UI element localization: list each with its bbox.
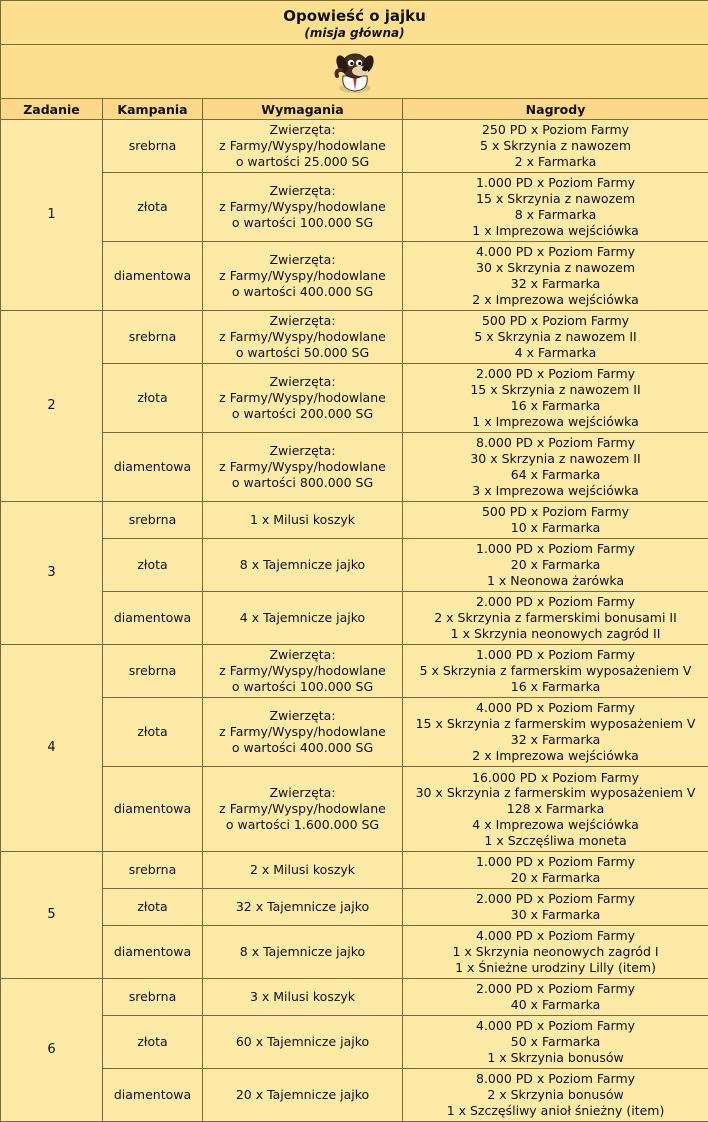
reward-line: 30 x Skrzynia z farmerskim wyposażeniem V bbox=[405, 785, 706, 801]
requirements-cell bbox=[203, 539, 403, 592]
reward-line: 2.000 PD x Poziom Farmy bbox=[405, 366, 706, 382]
task-number: 1 bbox=[1, 120, 103, 311]
requirement-line: Zwierzęta: bbox=[205, 708, 400, 724]
reward-line: 30 x Skrzynia z nawozem II bbox=[405, 451, 706, 467]
campaign-cell: diamentowa bbox=[103, 767, 203, 852]
reward-line: 2.000 PD x Poziom Farmy bbox=[405, 981, 706, 997]
requirements-cell bbox=[203, 1069, 403, 1122]
table-row bbox=[1, 1069, 708, 1122]
reward-line: 2 x Imprezowa wejściówka bbox=[405, 292, 706, 308]
table-row bbox=[1, 364, 708, 433]
campaign-cell: diamentowa bbox=[103, 592, 203, 645]
table-row bbox=[1, 889, 708, 926]
reward-line: 1 x Szczęśliwy anioł śnieżny (item) bbox=[405, 1103, 706, 1119]
campaign-cell: złota bbox=[103, 698, 203, 767]
reward-line: 2 x Farmarka bbox=[405, 154, 706, 170]
reward-line: 8 x Farmarka bbox=[405, 207, 706, 223]
requirement-line: z Farmy/Wyspy/hodowlane bbox=[205, 138, 400, 154]
dog-mascot-icon bbox=[329, 46, 381, 98]
requirements-cell bbox=[203, 979, 403, 1016]
reward-line: 4.000 PD x Poziom Farmy bbox=[405, 1018, 706, 1034]
rewards-cell bbox=[403, 433, 708, 502]
requirement-line: 4 x Tajemnicze jajko bbox=[205, 610, 400, 626]
reward-line: 5 x Skrzynia z nawozem II bbox=[405, 329, 706, 345]
rewards-cell bbox=[403, 502, 708, 539]
campaign-cell: srebrna bbox=[103, 979, 203, 1016]
rewards-cell bbox=[403, 1069, 708, 1122]
requirement-line: o wartości 50.000 SG bbox=[205, 345, 400, 361]
reward-line: 2.000 PD x Poziom Farmy bbox=[405, 594, 706, 610]
requirement-line: z Farmy/Wyspy/hodowlane bbox=[205, 268, 400, 284]
table-row bbox=[1, 242, 708, 311]
requirement-line: z Farmy/Wyspy/hodowlane bbox=[205, 199, 400, 215]
reward-line: 2 x Skrzynia z farmerskimi bonusami II bbox=[405, 610, 706, 626]
requirements-cell bbox=[203, 173, 403, 242]
requirement-line: z Farmy/Wyspy/hodowlane bbox=[205, 801, 400, 817]
task-number: 2 bbox=[1, 311, 103, 502]
reward-line: 15 x Skrzynia z nawozem bbox=[405, 191, 706, 207]
requirement-line: 60 x Tajemnicze jajko bbox=[205, 1034, 400, 1050]
table-row bbox=[1, 767, 708, 852]
rewards-cell bbox=[403, 592, 708, 645]
requirement-line: o wartości 25.000 SG bbox=[205, 154, 400, 170]
rewards-cell bbox=[403, 926, 708, 979]
requirements-cell bbox=[203, 852, 403, 889]
requirement-line: z Farmy/Wyspy/hodowlane bbox=[205, 329, 400, 345]
reward-line: 2.000 PD x Poziom Farmy bbox=[405, 891, 706, 907]
reward-line: 1.000 PD x Poziom Farmy bbox=[405, 854, 706, 870]
requirements-cell bbox=[203, 364, 403, 433]
campaign-cell: srebrna bbox=[103, 645, 203, 698]
reward-line: 8.000 PD x Poziom Farmy bbox=[405, 435, 706, 451]
rewards-cell bbox=[403, 889, 708, 926]
reward-line: 50 x Farmarka bbox=[405, 1034, 706, 1050]
table-row bbox=[1, 852, 708, 889]
requirements-cell bbox=[203, 433, 403, 502]
requirement-line: Zwierzęta: bbox=[205, 647, 400, 663]
table-row bbox=[1, 698, 708, 767]
requirements-cell bbox=[203, 1016, 403, 1069]
task-number: 4 bbox=[1, 645, 103, 852]
requirement-line: 20 x Tajemnicze jajko bbox=[205, 1087, 400, 1103]
table-row bbox=[1, 979, 708, 1016]
page-subtitle: (misja główna) bbox=[3, 26, 706, 41]
reward-line: 1.000 PD x Poziom Farmy bbox=[405, 541, 706, 557]
requirements-cell bbox=[203, 889, 403, 926]
campaign-cell: diamentowa bbox=[103, 926, 203, 979]
reward-line: 5 x Skrzynia z farmerskim wyposażeniem V bbox=[405, 663, 706, 679]
reward-line: 128 x Farmarka bbox=[405, 801, 706, 817]
reward-line: 500 PD x Poziom Farmy bbox=[405, 504, 706, 520]
reward-line: 30 x Skrzynia z nawozem bbox=[405, 260, 706, 276]
reward-line: 64 x Farmarka bbox=[405, 467, 706, 483]
reward-line: 4.000 PD x Poziom Farmy bbox=[405, 700, 706, 716]
reward-line: 1 x Skrzynia bonusów bbox=[405, 1050, 706, 1066]
reward-line: 15 x Skrzynia z nawozem II bbox=[405, 382, 706, 398]
column-header-kampania: Kampania bbox=[103, 99, 203, 120]
requirement-line: z Farmy/Wyspy/hodowlane bbox=[205, 390, 400, 406]
campaign-cell: diamentowa bbox=[103, 1069, 203, 1122]
requirement-line: o wartości 400.000 SG bbox=[205, 740, 400, 756]
requirement-line: Zwierzęta: bbox=[205, 183, 400, 199]
requirement-line: Zwierzęta: bbox=[205, 374, 400, 390]
rewards-cell bbox=[403, 767, 708, 852]
requirement-line: Zwierzęta: bbox=[205, 785, 400, 801]
reward-line: 16 x Farmarka bbox=[405, 398, 706, 414]
reward-line: 2 x Imprezowa wejściówka bbox=[405, 748, 706, 764]
campaign-cell: srebrna bbox=[103, 120, 203, 173]
table-row bbox=[1, 645, 708, 698]
task-number: 6 bbox=[1, 979, 103, 1122]
campaign-cell: złota bbox=[103, 364, 203, 433]
reward-line: 250 PD x Poziom Farmy bbox=[405, 122, 706, 138]
rewards-cell bbox=[403, 173, 708, 242]
column-header-row bbox=[1, 99, 708, 120]
requirement-line: o wartości 400.000 SG bbox=[205, 284, 400, 300]
requirements-cell bbox=[203, 698, 403, 767]
requirement-line: o wartości 200.000 SG bbox=[205, 406, 400, 422]
icon-row bbox=[1, 45, 708, 99]
reward-line: 4.000 PD x Poziom Farmy bbox=[405, 244, 706, 260]
column-header-zadanie: Zadanie bbox=[1, 99, 103, 120]
requirement-line: 32 x Tajemnicze jajko bbox=[205, 899, 400, 915]
requirement-line: o wartości 800.000 SG bbox=[205, 475, 400, 491]
reward-line: 2 x Skrzynia bonusów bbox=[405, 1087, 706, 1103]
reward-line: 16 x Farmarka bbox=[405, 679, 706, 695]
campaign-cell: srebrna bbox=[103, 311, 203, 364]
requirements-cell bbox=[203, 767, 403, 852]
requirements-cell bbox=[203, 311, 403, 364]
requirement-line: Zwierzęta: bbox=[205, 443, 400, 459]
table-row bbox=[1, 1016, 708, 1069]
reward-line: 1 x Szczęśliwa moneta bbox=[405, 833, 706, 849]
rewards-cell bbox=[403, 364, 708, 433]
requirement-line: o wartości 100.000 SG bbox=[205, 679, 400, 695]
campaign-cell: złota bbox=[103, 889, 203, 926]
mission-table-body bbox=[1, 120, 708, 1122]
reward-line: 5 x Skrzynia z nawozem bbox=[405, 138, 706, 154]
requirement-line: 3 x Milusi koszyk bbox=[205, 989, 400, 1005]
requirement-line: Zwierzęta: bbox=[205, 313, 400, 329]
campaign-cell: diamentowa bbox=[103, 242, 203, 311]
rewards-cell bbox=[403, 645, 708, 698]
reward-line: 4 x Imprezowa wejściówka bbox=[405, 817, 706, 833]
requirements-cell bbox=[203, 120, 403, 173]
reward-line: 16.000 PD x Poziom Farmy bbox=[405, 770, 706, 786]
title-cell bbox=[1, 1, 708, 45]
reward-line: 1 x Skrzynia neonowych zagród I bbox=[405, 944, 706, 960]
campaign-cell: złota bbox=[103, 539, 203, 592]
reward-line: 1 x Śnieżne urodziny Lilly (item) bbox=[405, 960, 706, 976]
requirements-cell bbox=[203, 592, 403, 645]
reward-line: 8.000 PD x Poziom Farmy bbox=[405, 1071, 706, 1087]
requirement-line: 2 x Milusi koszyk bbox=[205, 862, 400, 878]
campaign-cell: srebrna bbox=[103, 852, 203, 889]
requirement-line: Zwierzęta: bbox=[205, 252, 400, 268]
requirement-line: o wartości 100.000 SG bbox=[205, 215, 400, 231]
reward-line: 30 x Farmarka bbox=[405, 907, 706, 923]
reward-line: 20 x Farmarka bbox=[405, 557, 706, 573]
reward-line: 500 PD x Poziom Farmy bbox=[405, 313, 706, 329]
table-row bbox=[1, 926, 708, 979]
requirement-line: o wartości 1.600.000 SG bbox=[205, 817, 400, 833]
reward-line: 10 x Farmarka bbox=[405, 520, 706, 536]
reward-line: 32 x Farmarka bbox=[405, 276, 706, 292]
requirements-cell bbox=[203, 645, 403, 698]
requirements-cell bbox=[203, 926, 403, 979]
rewards-cell bbox=[403, 698, 708, 767]
table-row bbox=[1, 592, 708, 645]
reward-line: 1 x Neonowa żarówka bbox=[405, 573, 706, 589]
requirement-line: Zwierzęta: bbox=[205, 122, 400, 138]
page-title: Opowieść o jajku bbox=[3, 7, 706, 26]
campaign-cell: diamentowa bbox=[103, 433, 203, 502]
reward-line: 1.000 PD x Poziom Farmy bbox=[405, 175, 706, 191]
campaign-cell: złota bbox=[103, 1016, 203, 1069]
rewards-cell bbox=[403, 311, 708, 364]
requirement-line: z Farmy/Wyspy/hodowlane bbox=[205, 663, 400, 679]
reward-line: 1.000 PD x Poziom Farmy bbox=[405, 647, 706, 663]
reward-line: 1 x Imprezowa wejściówka bbox=[405, 414, 706, 430]
requirement-line: 8 x Tajemnicze jajko bbox=[205, 944, 400, 960]
campaign-cell: złota bbox=[103, 173, 203, 242]
column-header-nagrody: Nagrody bbox=[403, 99, 708, 120]
rewards-cell bbox=[403, 242, 708, 311]
rewards-cell bbox=[403, 1016, 708, 1069]
task-number: 3 bbox=[1, 502, 103, 645]
table-row bbox=[1, 311, 708, 364]
reward-line: 1 x Imprezowa wejściówka bbox=[405, 223, 706, 239]
table-row bbox=[1, 502, 708, 539]
table-row bbox=[1, 120, 708, 173]
reward-line: 3 x Imprezowa wejściówka bbox=[405, 483, 706, 499]
reward-line: 1 x Skrzynia neonowych zagród II bbox=[405, 626, 706, 642]
reward-line: 20 x Farmarka bbox=[405, 870, 706, 886]
reward-line: 40 x Farmarka bbox=[405, 997, 706, 1013]
table-row bbox=[1, 539, 708, 592]
requirement-line: z Farmy/Wyspy/hodowlane bbox=[205, 459, 400, 475]
campaign-cell: srebrna bbox=[103, 502, 203, 539]
table-row bbox=[1, 173, 708, 242]
reward-line: 32 x Farmarka bbox=[405, 732, 706, 748]
column-header-wymagania: Wymagania bbox=[203, 99, 403, 120]
rewards-cell bbox=[403, 120, 708, 173]
task-number: 5 bbox=[1, 852, 103, 979]
requirement-line: z Farmy/Wyspy/hodowlane bbox=[205, 724, 400, 740]
requirement-line: 1 x Milusi koszyk bbox=[205, 512, 400, 528]
reward-line: 15 x Skrzynia z farmerskim wyposażeniem V bbox=[405, 716, 706, 732]
reward-line: 4 x Farmarka bbox=[405, 345, 706, 361]
rewards-cell bbox=[403, 539, 708, 592]
rewards-cell bbox=[403, 979, 708, 1016]
requirements-cell bbox=[203, 502, 403, 539]
requirements-cell bbox=[203, 242, 403, 311]
table-row bbox=[1, 433, 708, 502]
requirement-line: 8 x Tajemnicze jajko bbox=[205, 557, 400, 573]
title-row bbox=[1, 1, 708, 45]
reward-line: 4.000 PD x Poziom Farmy bbox=[405, 928, 706, 944]
rewards-cell bbox=[403, 852, 708, 889]
